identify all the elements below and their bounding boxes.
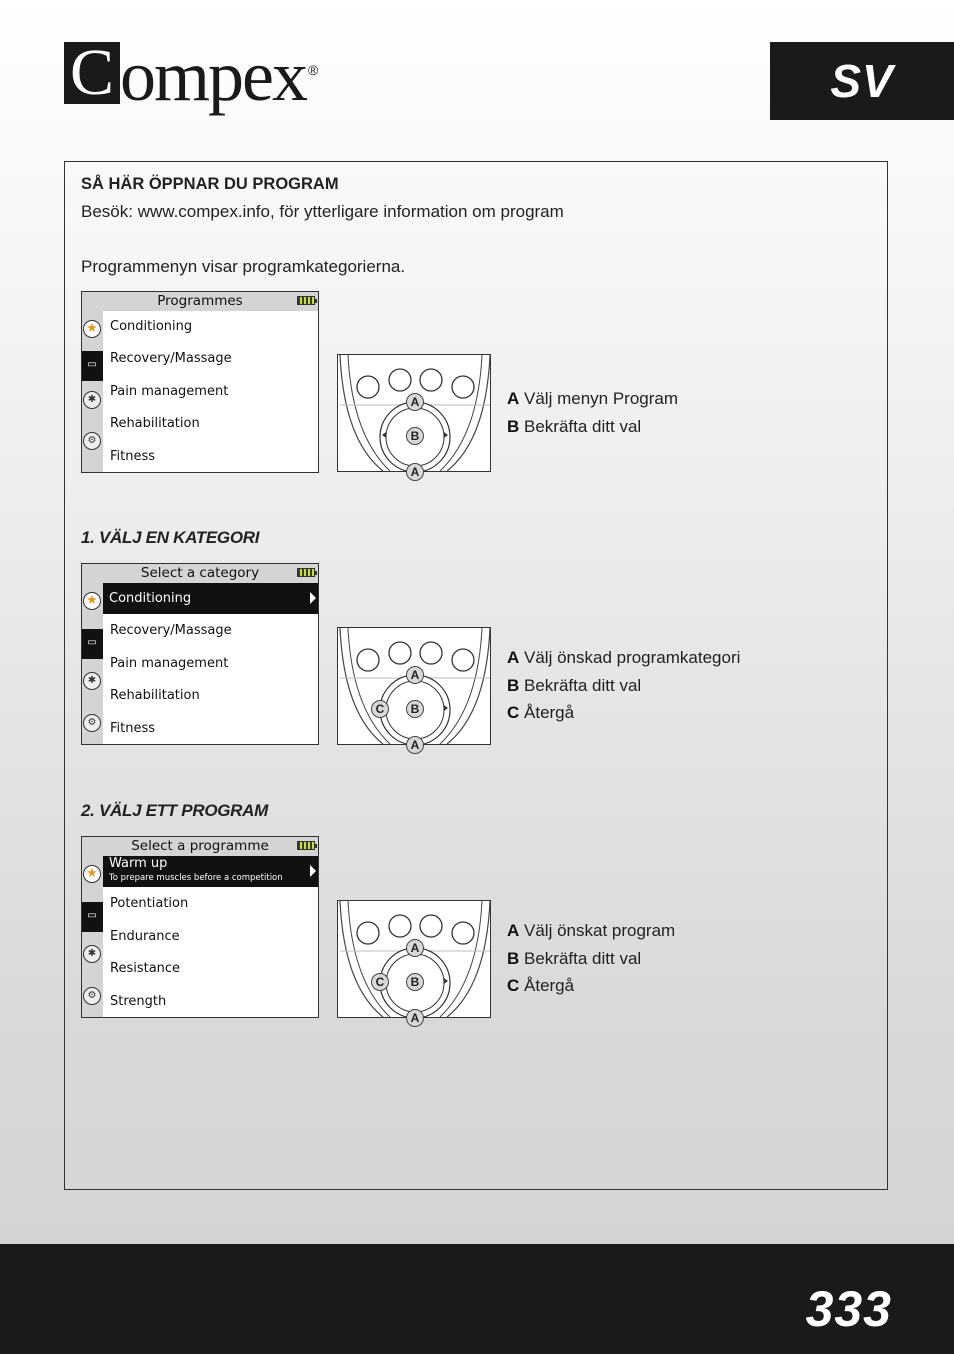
star-icon: ★ [83, 592, 101, 610]
legend-key: B [507, 416, 520, 436]
screen-title: Select a category [82, 564, 318, 583]
control-a-up: A [406, 393, 424, 411]
device-outline [338, 628, 492, 746]
battery-icon [297, 568, 315, 577]
chevron-right-icon [310, 865, 316, 877]
intro-text: Programmenyn visar programkategorierna. [81, 257, 406, 276]
control-b: B [406, 700, 424, 718]
control-b: B [406, 427, 424, 445]
section-heading: SÅ HÄR ÖPPNAR DU PROGRAM [81, 175, 339, 193]
badge-icon: ✱ [83, 945, 101, 963]
list-item: Resistance [110, 961, 181, 976]
device-controls [337, 627, 491, 752]
screen-sidebar [82, 856, 103, 1017]
screen-title: Programmes [82, 292, 318, 311]
control-c: C [371, 973, 389, 991]
legend-key: B [507, 948, 520, 968]
legend-row [507, 917, 675, 945]
gears-icon: ⚙ [83, 432, 101, 450]
legend-text: Återgå [519, 976, 575, 995]
list-item: Rehabilitation [110, 416, 200, 431]
legend-text: Bekräfta ditt val [519, 675, 642, 695]
list-item: Potentiation [110, 896, 189, 911]
screen-sidebar [82, 311, 103, 472]
page-number: 333 [805, 1281, 892, 1337]
list-item: Recovery/Massage [110, 623, 232, 638]
control-b: B [406, 973, 424, 991]
star-icon: ★ [83, 320, 101, 338]
selected-label: Conditioning [109, 591, 192, 606]
folder-icon: ▭ [83, 634, 101, 652]
legend-row [507, 699, 740, 727]
list-item: Fitness [110, 721, 156, 736]
legend-text: Välj önskat program [519, 921, 676, 940]
control-c: C [371, 700, 389, 718]
chevron-right-icon [310, 592, 316, 604]
logo-text: ompex [120, 36, 306, 116]
language-badge: SV [770, 42, 954, 120]
control-a-up: A [406, 666, 424, 684]
list-item: Endurance [110, 929, 180, 944]
legend-key: C [507, 976, 520, 995]
legend-text: Återgå [519, 703, 575, 722]
legend-text: Bekräfta ditt val [519, 948, 642, 968]
legend-key: B [507, 675, 520, 695]
legend-key: A [507, 389, 520, 408]
device-outline [338, 901, 492, 1019]
legend-block-2 [507, 644, 740, 727]
list-item: Rehabilitation [110, 688, 200, 703]
legend-text: Bekräfta ditt val [519, 416, 642, 436]
selected-label: Warm up [109, 856, 168, 871]
screen-title: Select a programme [82, 837, 318, 856]
legend-key: A [507, 921, 520, 940]
control-a-down: A [406, 736, 424, 754]
legend-block-3 [507, 917, 675, 1000]
device-controls [337, 354, 491, 479]
list-item: Conditioning [110, 319, 193, 334]
list-item-selected [103, 583, 318, 614]
step-2-heading: 2. VÄLJ ETT PROGRAM [81, 801, 268, 820]
legend-text: Välj önskad programkategori [519, 648, 741, 667]
battery-icon [297, 841, 315, 850]
logo-initial: C [64, 42, 120, 104]
logo-registered-mark: ® [307, 62, 319, 78]
folder-icon: ▭ [83, 356, 101, 374]
legend-key: C [507, 703, 520, 722]
battery-icon [297, 296, 315, 305]
control-a-down: A [406, 1009, 424, 1027]
visit-text: Besök: www.compex.info, för ytterligare information om program [81, 202, 564, 221]
selected-description: To prepare muscles before a competition [109, 873, 283, 883]
compex-logo [64, 38, 318, 118]
list-item: Pain management [110, 384, 229, 399]
legend-row [507, 644, 740, 672]
legend-row [507, 672, 740, 700]
list-item: Strength [110, 994, 167, 1009]
legend-row [507, 413, 678, 441]
device-outline [338, 355, 492, 473]
screen-sidebar [82, 583, 103, 744]
page-footer [0, 1244, 954, 1354]
gears-icon: ⚙ [83, 987, 101, 1005]
legend-block-1 [507, 385, 678, 440]
legend-row [507, 972, 675, 1000]
gears-icon: ⚙ [83, 714, 101, 732]
control-a-down: A [406, 463, 424, 481]
list-item: Pain management [110, 656, 229, 671]
list-item: Fitness [110, 449, 156, 464]
legend-row [507, 385, 678, 413]
control-a-up: A [406, 939, 424, 957]
badge-icon: ✱ [83, 672, 101, 690]
screen-select-category [81, 563, 319, 745]
legend-text: Välj menyn Program [519, 389, 679, 408]
legend-row [507, 945, 675, 973]
screen-select-programme [81, 836, 319, 1018]
list-item: Recovery/Massage [110, 351, 232, 366]
legend-key: A [507, 648, 520, 667]
badge-icon: ✱ [83, 391, 101, 409]
step-1-heading: 1. VÄLJ EN KATEGORI [81, 528, 260, 547]
content-frame [64, 161, 888, 1190]
star-icon: ★ [83, 865, 101, 883]
screen-programmes [81, 291, 319, 473]
list-item-selected [103, 856, 318, 887]
device-controls [337, 900, 491, 1025]
folder-icon: ▭ [83, 907, 101, 925]
